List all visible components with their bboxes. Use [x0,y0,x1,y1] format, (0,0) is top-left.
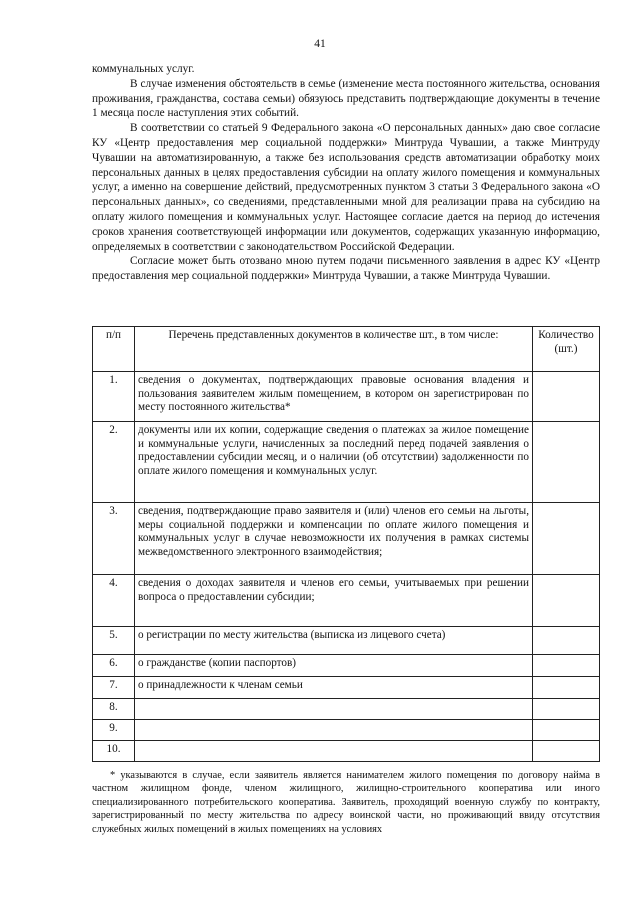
table-row [93,741,600,762]
row-number: 8. [93,699,135,720]
table-row [93,720,600,741]
row-document: о регистрации по месту жительства (выписка из лицевого счета) [135,627,533,655]
table-header-row [93,327,600,372]
row-document [135,699,533,720]
documents-table [92,326,600,762]
table-row [93,575,600,627]
row-document: документы или их копии, содержащие сведения о платежах за жилое помещение и коммунальные услуги, начисленных за последний перед подачей заявления о предоставлении субсидии месяц, и о наличии (об отсутствии) задолженности по оплате жилого помещения и коммунальных услуг. [135,422,533,503]
table-row [93,655,600,677]
row-number: 3. [93,503,135,575]
row-document: сведения о доходах заявителя и членов его семьи, учитываемых при решении вопроса о предоставлении субсидии; [135,575,533,627]
row-quantity [533,655,600,677]
row-document: о принадлежности к членам семьи [135,677,533,699]
row-number: 2. [93,422,135,503]
paragraph-circumstances: В случае изменения обстоятельств в семье (изменение места постоянного жительства, основания проживания, гражданства, состава семьи) обязуюсь представить подтверждающие документы в течение 1 месяца после наступления этих событий. [92,77,600,120]
paragraph-continuation: коммунальных услуг. [92,63,195,75]
paragraph-revocation: Согласие может быть отозвано мною путем подачи письменного заявления в адрес КУ «Центр предоставления мер социальной поддержки» Минтруда Чувашии, а также Минтруда Чувашии. [92,255,600,283]
header-quantity: Количество (шт.) [533,327,600,372]
row-document: сведения, подтверждающие право заявителя и (или) членов его семьи на льготы, меры социальной поддержки и компенсации по оплате жилого помещения и коммунальных услуг в случае невозможности их получения в рамках системы межведомственного электронного взаимодействия; [135,503,533,575]
row-quantity [533,372,600,422]
row-number: 7. [93,677,135,699]
row-quantity [533,422,600,503]
header-number: п/п [93,327,135,372]
row-quantity [533,627,600,655]
row-number: 1. [93,372,135,422]
row-quantity [533,503,600,575]
row-quantity [533,720,600,741]
row-document [135,741,533,762]
row-quantity [533,677,600,699]
row-quantity [533,699,600,720]
row-quantity [533,575,600,627]
table-row [93,699,600,720]
footnote-text: * указываются в случае, если заявитель является нанимателем жилого помещения по договору найма в частном жилищном фонде, членом жилищного, жилищно-строительного кооператива или иного специализированного потребительского кооператива. Заявитель, проходящий военную службу по контракту, зарегистрированный по месту жительства по адресу воинской части, но проживающий ввиду отсутствия служебных жилых помещений в жилых помещениях на условиях [92,770,600,835]
row-number: 10. [93,741,135,762]
page-number: 41 [314,38,326,50]
table-row [93,422,600,503]
table-row [93,372,600,422]
table-row [93,627,600,655]
row-number: 9. [93,720,135,741]
row-number: 5. [93,627,135,655]
table-row [93,503,600,575]
row-document: сведения о документах, подтверждающих правовые основания владения и пользования заявителем жилым помещением, в котором он зарегистрирован по месту постоянного жительства* [135,372,533,422]
footnote [92,769,600,836]
row-number: 4. [93,575,135,627]
row-number: 6. [93,655,135,677]
row-document [135,720,533,741]
header-documents: Перечень представленных документов в количестве шт., в том числе: [135,327,533,372]
row-document: о гражданстве (копии паспортов) [135,655,533,677]
paragraph-consent: В соответствии со статьей 9 Федерального закона «О персональных данных» даю свое согласие КУ «Центр предоставления мер социальной поддержки» Минтруда Чувашии, а также Минтруду Чувашии на автоматизированную, а также без использования средств автоматизации обработку моих персональных данных в целях предоставления субсидии на оплату жилого помещения и коммунальных услуг, а именно на совершение действий, предусмотренных пунктом 3 статьи 3 Федерального закона «О персональных данных», со сведениями, представленными мной для реализации права на субсидию на оплату жилого помещения и коммунальных услуг. Настоящее согласие дается на период до истечения сроков хранения соответствующей информации или документов, содержащих указанную информацию, определяемых в соответствии с законодательством Российской Федерации. [92,122,600,253]
row-quantity [533,741,600,762]
table-row [93,677,600,699]
document-body [92,62,600,284]
